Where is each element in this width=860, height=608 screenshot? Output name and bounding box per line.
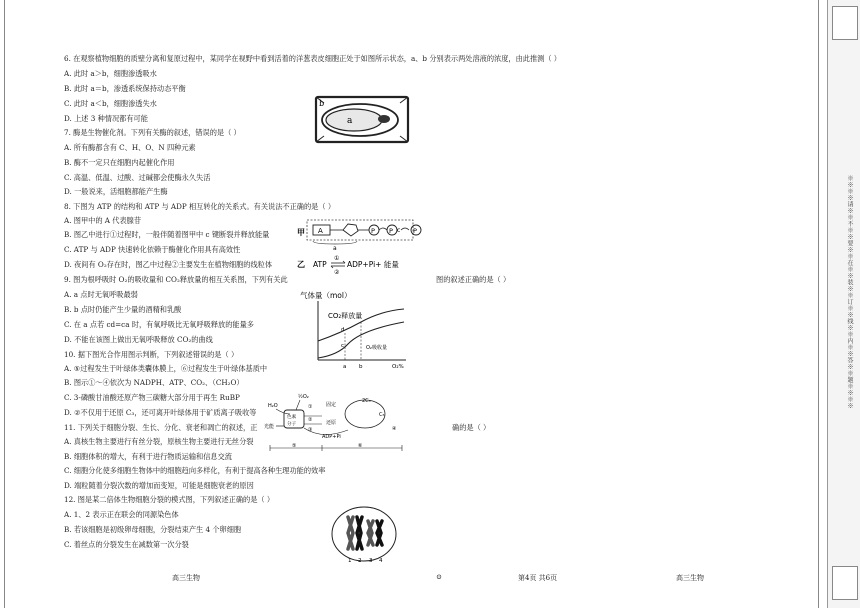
atp-step2: ② xyxy=(334,269,340,275)
text-q10-stem: 10. 据下图光合作用图示判断，下列叙述错误的是（ ） xyxy=(64,350,239,359)
text-q9-a: A. a 点时无氧呼吸最弱 xyxy=(64,290,138,299)
text-q11-d: D. 端粒随着分裂次数的增加而变短，可能是细胞衰老的原因 xyxy=(64,481,254,490)
text-q11-a: A. 真核生物主要进行有丝分裂，原核生物主要进行无丝分裂 xyxy=(64,437,254,446)
photo-adp: ADP+Pi xyxy=(322,434,341,440)
text-q9-stem-end: 图的叙述正确的是（ ） xyxy=(436,275,511,284)
atp-step1: ① xyxy=(334,255,340,262)
text-q8-b: B. 图乙中进行①过程时，一般伴随着图甲中 c 键断裂并释放能量 xyxy=(64,230,270,239)
text-q11-c: C. 细胞分化使多细胞生物体中的细胞趋向多样化，有利于提高各种生理功能的效率 xyxy=(64,466,326,475)
text-q7-d: D. 一般说来，活细胞都能产生酶 xyxy=(64,187,168,196)
footer-mark: ⊙ xyxy=(436,573,442,581)
footer-subject-left: 高三生物 xyxy=(172,574,200,582)
photo-light: 光能 xyxy=(264,424,275,430)
chromosome-figure xyxy=(330,505,398,567)
atp-formula-atp: ATP xyxy=(313,260,327,269)
text-q12-stem: 12. 图是某二倍体生物细胞分裂的模式图，下列叙述正确的是（ ） xyxy=(64,495,275,504)
chromosome-4 xyxy=(377,521,382,545)
resp-point-a: a xyxy=(343,364,347,370)
resp-o2-label: O₂吸收量 xyxy=(366,345,387,351)
photo-o2: ½O₂ xyxy=(298,394,309,400)
text-q6-a: A. 此时 a＞b，细胞渗透吸水 xyxy=(64,69,157,78)
text-q9-c: C. 在 a 点若 cd=ca 时，有氧呼吸比无氧呼吸释放的能量多 xyxy=(64,320,254,329)
chrom-label-3: 3 xyxy=(369,558,373,564)
chrom-label-2: 2 xyxy=(358,558,362,564)
photo-n6: ⑥ xyxy=(358,443,363,449)
atp-figure xyxy=(295,217,435,275)
photo-pigment-line1: 色素 xyxy=(287,415,297,420)
chrom-label-4: 4 xyxy=(379,558,383,564)
binding-box-top xyxy=(832,6,858,40)
photo-n1: ① xyxy=(308,404,313,410)
binding-box-bottom xyxy=(832,566,858,600)
text-q12-a: A. 1、2 表示正在联会的同源染色体 xyxy=(64,510,179,519)
resp-co2-label: CO₂释放量 xyxy=(328,312,363,320)
photo-c5: C₅ xyxy=(379,412,385,418)
chromosome-2 xyxy=(357,517,362,549)
photo-fix: 固定 xyxy=(326,402,337,408)
photo-n5: ⑤ xyxy=(292,443,297,449)
text-q7-b: B. 酶不一定只在细胞内起催化作用 xyxy=(64,158,175,167)
text-q10-a: A. ⑤过程发生于叶绿体类囊体膜上，⑥过程发生于叶绿体基质中 xyxy=(64,364,268,373)
photo-reduce: 还原 xyxy=(326,420,337,426)
atp-formula-adp: ADP+Pi+ 能量 xyxy=(347,260,399,269)
photo-water: H₂O xyxy=(268,403,278,409)
resp-point-c: c xyxy=(341,343,345,349)
respiration-gas-figure xyxy=(296,289,414,371)
photo-pigment-line2: 分子 xyxy=(287,422,297,427)
footer-page-number: 第4页 共6页 xyxy=(518,574,558,582)
atp-p1: P xyxy=(371,227,375,235)
binding-strip xyxy=(827,0,860,608)
atp-p3: P xyxy=(413,227,417,235)
text-q7-c: C. 高温、低温、过酸、过碱都会使酶永久失活 xyxy=(64,173,211,182)
photo-c3: 2C₃ xyxy=(362,398,371,404)
text-q10-b: B. 图示①～④依次为 NADPH、ATP、CO₂、（CH₂O） xyxy=(64,378,244,387)
cell-label-b: b xyxy=(319,99,325,108)
chromosome-3 xyxy=(368,521,373,545)
text-q8-stem: 8. 下图为 ATP 的结构和 ATP 与 ADP 相互转化的关系式。有关说法不正确的是（ ） xyxy=(64,202,336,211)
text-q9-b: B. b 点时仍能产生少量的酒精和乳酸 xyxy=(64,305,182,314)
no-answer-warning: ※※※※请※※不※※要※※在※※装※※订※※线※※内※※答※※题※※※※ xyxy=(846,175,853,409)
text-q6-d: D. 上述 3 种情况都有可能 xyxy=(64,114,148,123)
text-q7-a: A. 所有酶都含有 C、H、O、N 四种元素 xyxy=(64,143,196,152)
text-q12-b: B. 若该细胞是初级卵母细胞，分裂结束产生 4 个卵细胞 xyxy=(64,525,242,534)
text-q8-a: A. 图甲中的 A 代表腺苷 xyxy=(64,216,142,225)
atp-jia-label: 甲 xyxy=(297,228,305,237)
footer-subject-right: 高三生物 xyxy=(676,574,704,582)
text-q6-c: C. 此时 a＜b，细胞渗透失水 xyxy=(64,99,157,108)
text-q9-stem: 9. 图为根呼吸时 O₂的吸收量和 CO₂释放量的相互关系图，下列有关此 xyxy=(64,275,288,284)
resp-point-d: d xyxy=(341,327,345,333)
text-q7-stem: 7. 酶是生物催化剂。下列有关酶的叙述，错误的是（ ） xyxy=(64,128,241,137)
photo-n4: ④ xyxy=(392,426,397,432)
atp-label-a: a xyxy=(333,245,337,252)
page-right-border xyxy=(818,0,819,608)
chromosome-1 xyxy=(348,517,353,549)
chrom-label-1: 1 xyxy=(348,558,352,564)
atp-p2: P xyxy=(389,227,393,235)
text-q10-d: D. ②不仅用于还原 C₃，还可离开叶绿体用于矿质离子吸收等 xyxy=(64,408,257,417)
text-q11-stem: 11. 下列关于细胞分裂、生长、分化、衰老和凋亡的叙述，正 xyxy=(64,423,258,432)
text-q10-c: C. 3-磷酸甘油酸还原产物三碳糖大部分用于再生 RuBP xyxy=(64,393,240,402)
atp-adenine-box: A xyxy=(318,227,323,235)
text-q11-b: B. 细胞体积的增大，有利于进行物质运输和信息交流 xyxy=(64,452,232,461)
resp-ylabel: 气体量（mol） xyxy=(300,291,352,300)
text-q11-stem-end: 确的是（ ） xyxy=(452,423,491,432)
atp-bond-c: c xyxy=(397,227,401,234)
text-q9-d: D. 不能在该图上做出无氧呼吸释放 CO₂的曲线 xyxy=(64,335,213,344)
plasmolysis-cell-figure xyxy=(314,95,410,145)
text-q12-c: C. 着丝点的分裂发生在减数第一次分裂 xyxy=(64,540,189,549)
text-q6-b: B. 此时 a＝b，渗透系统保持动态平衡 xyxy=(64,84,186,93)
photo-n2: ② xyxy=(308,417,313,423)
text-q6-stem: 6. 在观察植物细胞的质壁分离和复原过程中，某同学在视野中看到活着的洋葱表皮细胞正处于如图所示状态，a、b 分别表示两处溶液的浓度，由此推测（ ） xyxy=(64,54,561,63)
resp-point-b: b xyxy=(359,364,363,370)
photosynthesis-figure xyxy=(262,390,410,456)
photo-n3: ③ xyxy=(308,427,313,433)
cell-label-a: a xyxy=(347,116,353,126)
text-q8-d: D. 夜间有 O₂存在时，图乙中过程②主要发生在植物细胞的线粒体 xyxy=(64,260,273,269)
page-left-border xyxy=(4,0,5,608)
atp-yi-label: 乙 xyxy=(297,260,305,269)
resp-xlabel: O₂% xyxy=(392,364,404,370)
text-q8-c: C. ATP 与 ADP 快速转化依赖于酶催化作用具有高效性 xyxy=(64,245,241,254)
